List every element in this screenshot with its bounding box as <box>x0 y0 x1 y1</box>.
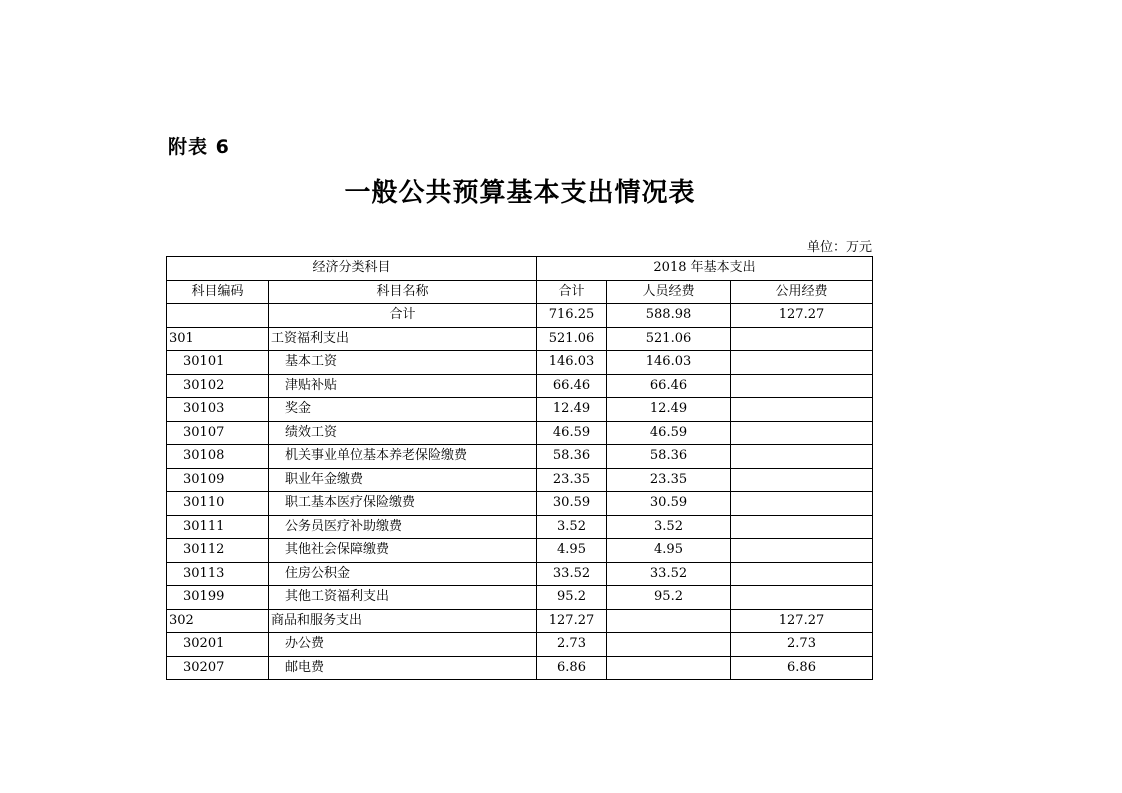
total-code <box>167 304 269 328</box>
header-basic-expenditure: 2018 年基本支出 <box>537 257 873 281</box>
row-total: 23.35 <box>537 468 607 492</box>
row-personnel: 23.35 <box>607 468 731 492</box>
table-row <box>167 609 873 633</box>
row-code: 30109 <box>167 468 269 492</box>
row-public <box>731 515 873 539</box>
row-public: 2.73 <box>731 633 873 657</box>
table-row <box>167 374 873 398</box>
row-public <box>731 562 873 586</box>
row-name: 奖金 <box>269 398 537 422</box>
row-public <box>731 351 873 375</box>
row-name: 职业年金缴费 <box>269 468 537 492</box>
header-total: 合计 <box>537 280 607 304</box>
row-public <box>731 586 873 610</box>
row-personnel <box>607 609 731 633</box>
row-code: 30199 <box>167 586 269 610</box>
row-public: 127.27 <box>731 609 873 633</box>
row-total: 2.73 <box>537 633 607 657</box>
row-total: 4.95 <box>537 539 607 563</box>
row-code: 30111 <box>167 515 269 539</box>
total-total: 716.25 <box>537 304 607 328</box>
row-name: 绩效工资 <box>269 421 537 445</box>
table-row <box>167 633 873 657</box>
page-title: 一般公共预算基本支出情况表 <box>344 178 696 208</box>
row-code: 30110 <box>167 492 269 516</box>
row-public <box>731 374 873 398</box>
row-public <box>731 492 873 516</box>
row-public <box>731 421 873 445</box>
table-row <box>167 539 873 563</box>
row-personnel: 12.49 <box>607 398 731 422</box>
row-personnel <box>607 633 731 657</box>
total-row <box>167 304 873 328</box>
row-code: 30113 <box>167 562 269 586</box>
row-name: 办公费 <box>269 633 537 657</box>
row-name: 邮电费 <box>269 656 537 680</box>
row-name: 其他社会保障缴费 <box>269 539 537 563</box>
row-total: 146.03 <box>537 351 607 375</box>
row-total: 95.2 <box>537 586 607 610</box>
table-row <box>167 562 873 586</box>
table-row <box>167 492 873 516</box>
row-code: 30101 <box>167 351 269 375</box>
row-code: 301 <box>167 327 269 351</box>
row-name: 职工基本医疗保险缴费 <box>269 492 537 516</box>
row-code: 30201 <box>167 633 269 657</box>
row-personnel: 3.52 <box>607 515 731 539</box>
budget-table <box>166 256 873 680</box>
row-name: 其他工资福利支出 <box>269 586 537 610</box>
table-row <box>167 586 873 610</box>
row-personnel: 146.03 <box>607 351 731 375</box>
row-public <box>731 539 873 563</box>
table-row <box>167 468 873 492</box>
row-public: 6.86 <box>731 656 873 680</box>
table-row <box>167 515 873 539</box>
attachment-label: 附表 6 <box>168 136 230 158</box>
row-personnel: 95.2 <box>607 586 731 610</box>
row-total: 46.59 <box>537 421 607 445</box>
row-name: 基本工资 <box>269 351 537 375</box>
row-public <box>731 445 873 469</box>
row-personnel <box>607 656 731 680</box>
row-code: 30207 <box>167 656 269 680</box>
row-code: 30112 <box>167 539 269 563</box>
table-row <box>167 351 873 375</box>
row-public <box>731 327 873 351</box>
row-total: 6.86 <box>537 656 607 680</box>
row-total: 58.36 <box>537 445 607 469</box>
row-personnel: 58.36 <box>607 445 731 469</box>
row-personnel: 66.46 <box>607 374 731 398</box>
table-row <box>167 398 873 422</box>
row-personnel: 30.59 <box>607 492 731 516</box>
row-code: 30102 <box>167 374 269 398</box>
table-row <box>167 421 873 445</box>
header-code: 科目编码 <box>167 280 269 304</box>
row-personnel: 4.95 <box>607 539 731 563</box>
row-total: 66.46 <box>537 374 607 398</box>
row-code: 30107 <box>167 421 269 445</box>
row-name: 商品和服务支出 <box>269 609 537 633</box>
row-public <box>731 468 873 492</box>
row-public <box>731 398 873 422</box>
total-public: 127.27 <box>731 304 873 328</box>
row-total: 3.52 <box>537 515 607 539</box>
header-public: 公用经费 <box>731 280 873 304</box>
row-personnel: 33.52 <box>607 562 731 586</box>
row-code: 30108 <box>167 445 269 469</box>
total-name: 合计 <box>269 304 537 328</box>
row-name: 津贴补贴 <box>269 374 537 398</box>
total-personnel: 588.98 <box>607 304 731 328</box>
row-code: 30103 <box>167 398 269 422</box>
header-name: 科目名称 <box>269 280 537 304</box>
table-row <box>167 327 873 351</box>
unit-label: 单位：万元 <box>806 240 872 255</box>
row-total: 30.59 <box>537 492 607 516</box>
row-name: 机关事业单位基本养老保险缴费 <box>269 445 537 469</box>
table-row <box>167 445 873 469</box>
row-personnel: 521.06 <box>607 327 731 351</box>
row-total: 127.27 <box>537 609 607 633</box>
row-total: 521.06 <box>537 327 607 351</box>
table-body <box>167 257 873 680</box>
header-economic-classification: 经济分类科目 <box>167 257 537 281</box>
row-personnel: 46.59 <box>607 421 731 445</box>
table-row <box>167 656 873 680</box>
row-code: 302 <box>167 609 269 633</box>
row-name: 公务员医疗补助缴费 <box>269 515 537 539</box>
row-total: 33.52 <box>537 562 607 586</box>
row-name: 住房公积金 <box>269 562 537 586</box>
header-personnel: 人员经费 <box>607 280 731 304</box>
row-name: 工资福利支出 <box>269 327 537 351</box>
header-row-group <box>167 257 873 281</box>
header-row-columns <box>167 280 873 304</box>
row-total: 12.49 <box>537 398 607 422</box>
